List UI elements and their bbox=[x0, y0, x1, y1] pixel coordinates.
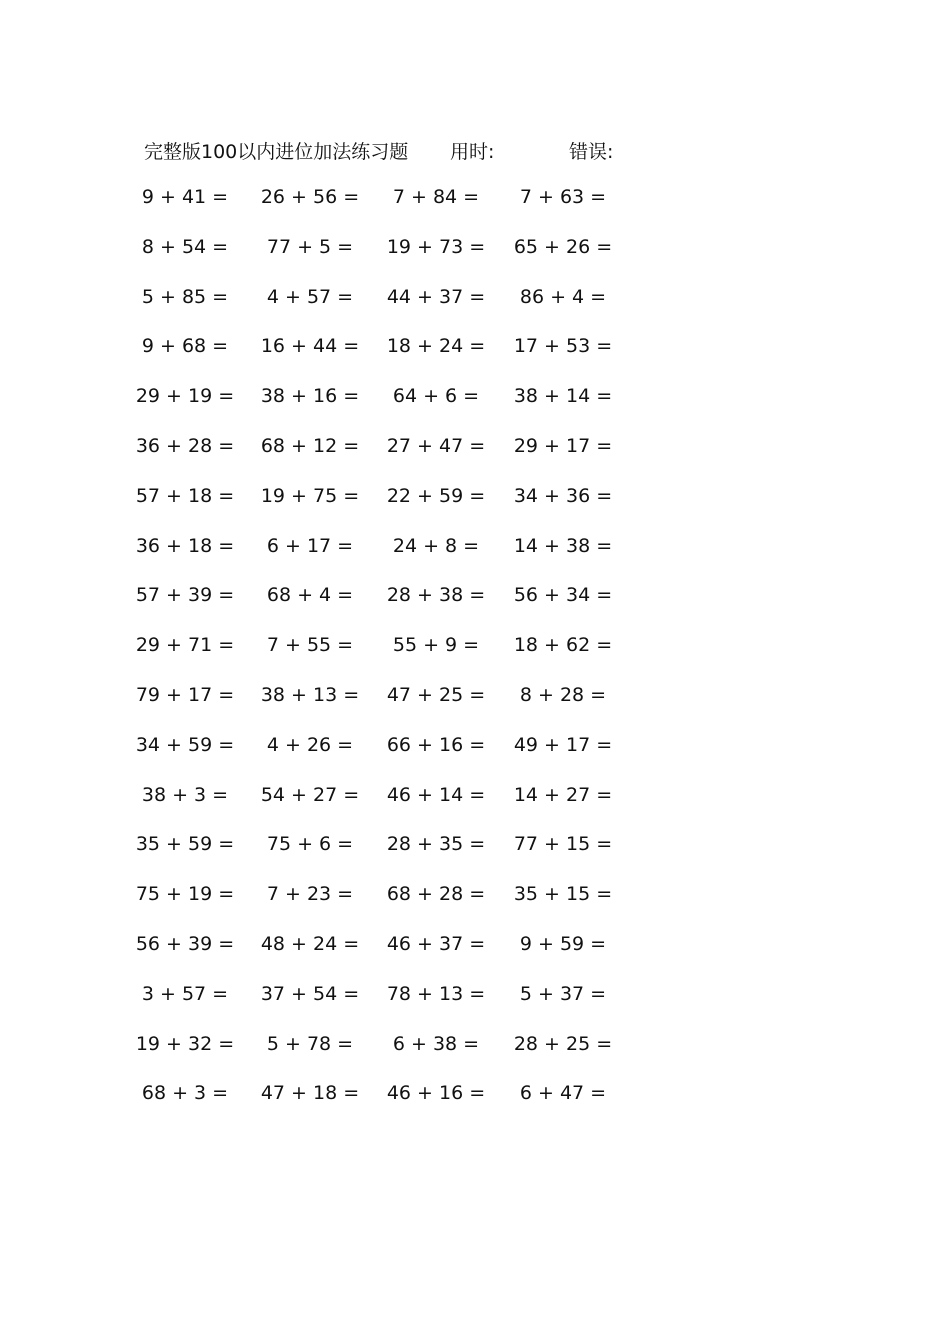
problem-item: 5 + 78 = bbox=[266, 1032, 354, 1055]
problem-item: 36 + 18 = bbox=[135, 534, 235, 557]
worksheet-title: 完整版100以内进位加法练习题 bbox=[144, 141, 409, 163]
problem-item: 28 + 38 = bbox=[386, 584, 486, 607]
problem-item: 57 + 39 = bbox=[135, 584, 235, 607]
problem-item: 4 + 57 = bbox=[266, 285, 354, 308]
problem-item: 6 + 17 = bbox=[266, 534, 354, 557]
problem-item: 7 + 55 = bbox=[266, 634, 354, 657]
error-count-label: 错误: bbox=[569, 141, 614, 163]
problem-item: 35 + 59 = bbox=[135, 833, 235, 856]
problem-item: 46 + 37 = bbox=[386, 932, 486, 955]
problem-item: 24 + 8 = bbox=[392, 534, 480, 557]
problem-item: 49 + 17 = bbox=[513, 733, 613, 756]
problem-item: 27 + 47 = bbox=[386, 434, 486, 457]
problem-row bbox=[0, 1033, 950, 1083]
problem-row bbox=[0, 485, 950, 535]
problem-row bbox=[0, 335, 950, 385]
problem-item: 18 + 24 = bbox=[386, 335, 486, 358]
problem-item: 68 + 3 = bbox=[141, 1082, 229, 1105]
time-used-label: 用时: bbox=[450, 141, 495, 163]
problem-row bbox=[0, 584, 950, 634]
problem-item: 26 + 56 = bbox=[260, 186, 360, 208]
problem-grid bbox=[0, 186, 950, 1132]
problem-item: 8 + 54 = bbox=[141, 235, 229, 258]
problem-item: 19 + 75 = bbox=[260, 484, 360, 507]
problem-item: 34 + 59 = bbox=[135, 733, 235, 756]
problem-item: 57 + 18 = bbox=[135, 484, 235, 507]
problem-item: 17 + 53 = bbox=[513, 335, 613, 358]
problem-item: 5 + 85 = bbox=[141, 285, 229, 308]
problem-row bbox=[0, 784, 950, 834]
problem-item: 18 + 62 = bbox=[513, 634, 613, 657]
problem-item: 19 + 73 = bbox=[386, 235, 486, 258]
problem-item: 75 + 6 = bbox=[266, 833, 354, 856]
problem-item: 16 + 44 = bbox=[260, 335, 360, 358]
problem-item: 29 + 19 = bbox=[135, 385, 235, 408]
problem-item: 66 + 16 = bbox=[386, 733, 486, 756]
problem-item: 29 + 17 = bbox=[513, 434, 613, 457]
problem-item: 77 + 15 = bbox=[513, 833, 613, 856]
problem-item: 54 + 27 = bbox=[260, 783, 360, 806]
problem-item: 28 + 25 = bbox=[513, 1032, 613, 1055]
problem-row bbox=[0, 1082, 950, 1132]
problem-item: 36 + 28 = bbox=[135, 434, 235, 457]
problem-row bbox=[0, 983, 950, 1033]
problem-item: 46 + 14 = bbox=[386, 783, 486, 806]
problem-item: 8 + 28 = bbox=[519, 683, 607, 706]
problem-item: 38 + 13 = bbox=[260, 683, 360, 706]
problem-item: 19 + 32 = bbox=[135, 1032, 235, 1055]
problem-item: 64 + 6 = bbox=[392, 385, 480, 408]
problem-row bbox=[0, 435, 950, 485]
problem-item: 6 + 38 = bbox=[392, 1032, 480, 1055]
problem-item: 3 + 57 = bbox=[141, 982, 229, 1005]
problem-item: 35 + 15 = bbox=[513, 883, 613, 906]
problem-item: 56 + 39 = bbox=[135, 932, 235, 955]
problem-item: 4 + 26 = bbox=[266, 733, 354, 756]
problem-row bbox=[0, 186, 950, 236]
problem-row bbox=[0, 286, 950, 336]
problem-item: 48 + 24 = bbox=[260, 932, 360, 955]
problem-item: 9 + 59 = bbox=[519, 932, 607, 955]
problem-item: 14 + 27 = bbox=[513, 783, 613, 806]
problem-item: 68 + 4 = bbox=[266, 584, 354, 607]
problem-item: 9 + 68 = bbox=[141, 335, 229, 358]
problem-item: 86 + 4 = bbox=[519, 285, 607, 308]
problem-item: 75 + 19 = bbox=[135, 883, 235, 906]
problem-item: 38 + 16 = bbox=[260, 385, 360, 408]
problem-item: 56 + 34 = bbox=[513, 584, 613, 607]
problem-item: 46 + 16 = bbox=[386, 1082, 486, 1105]
problem-item: 55 + 9 = bbox=[392, 634, 480, 657]
problem-item: 14 + 38 = bbox=[513, 534, 613, 557]
problem-item: 29 + 71 = bbox=[135, 634, 235, 657]
problem-item: 65 + 26 = bbox=[513, 235, 613, 258]
problem-item: 28 + 35 = bbox=[386, 833, 486, 856]
problem-item: 34 + 36 = bbox=[513, 484, 613, 507]
problem-item: 37 + 54 = bbox=[260, 982, 360, 1005]
problem-item: 47 + 25 = bbox=[386, 683, 486, 706]
problem-item: 9 + 41 = bbox=[141, 186, 229, 208]
problem-row bbox=[0, 684, 950, 734]
problem-item: 79 + 17 = bbox=[135, 683, 235, 706]
problem-row bbox=[0, 734, 950, 784]
problem-item: 5 + 37 = bbox=[519, 982, 607, 1005]
problem-item: 7 + 63 = bbox=[519, 186, 607, 208]
problem-item: 44 + 37 = bbox=[386, 285, 486, 308]
problem-row bbox=[0, 236, 950, 286]
problem-item: 77 + 5 = bbox=[266, 235, 354, 258]
problem-item: 22 + 59 = bbox=[386, 484, 486, 507]
problem-row bbox=[0, 535, 950, 585]
problem-item: 38 + 3 = bbox=[141, 783, 229, 806]
problem-item: 6 + 47 = bbox=[519, 1082, 607, 1105]
problem-item: 38 + 14 = bbox=[513, 385, 613, 408]
problem-item: 68 + 12 = bbox=[260, 434, 360, 457]
problem-row bbox=[0, 385, 950, 435]
problem-row bbox=[0, 933, 950, 983]
problem-row bbox=[0, 634, 950, 684]
problem-item: 47 + 18 = bbox=[260, 1082, 360, 1105]
problem-row bbox=[0, 883, 950, 933]
problem-item: 7 + 23 = bbox=[266, 883, 354, 906]
problem-row bbox=[0, 833, 950, 883]
problem-item: 68 + 28 = bbox=[386, 883, 486, 906]
problem-item: 78 + 13 = bbox=[386, 982, 486, 1005]
problem-item: 7 + 84 = bbox=[392, 186, 480, 208]
